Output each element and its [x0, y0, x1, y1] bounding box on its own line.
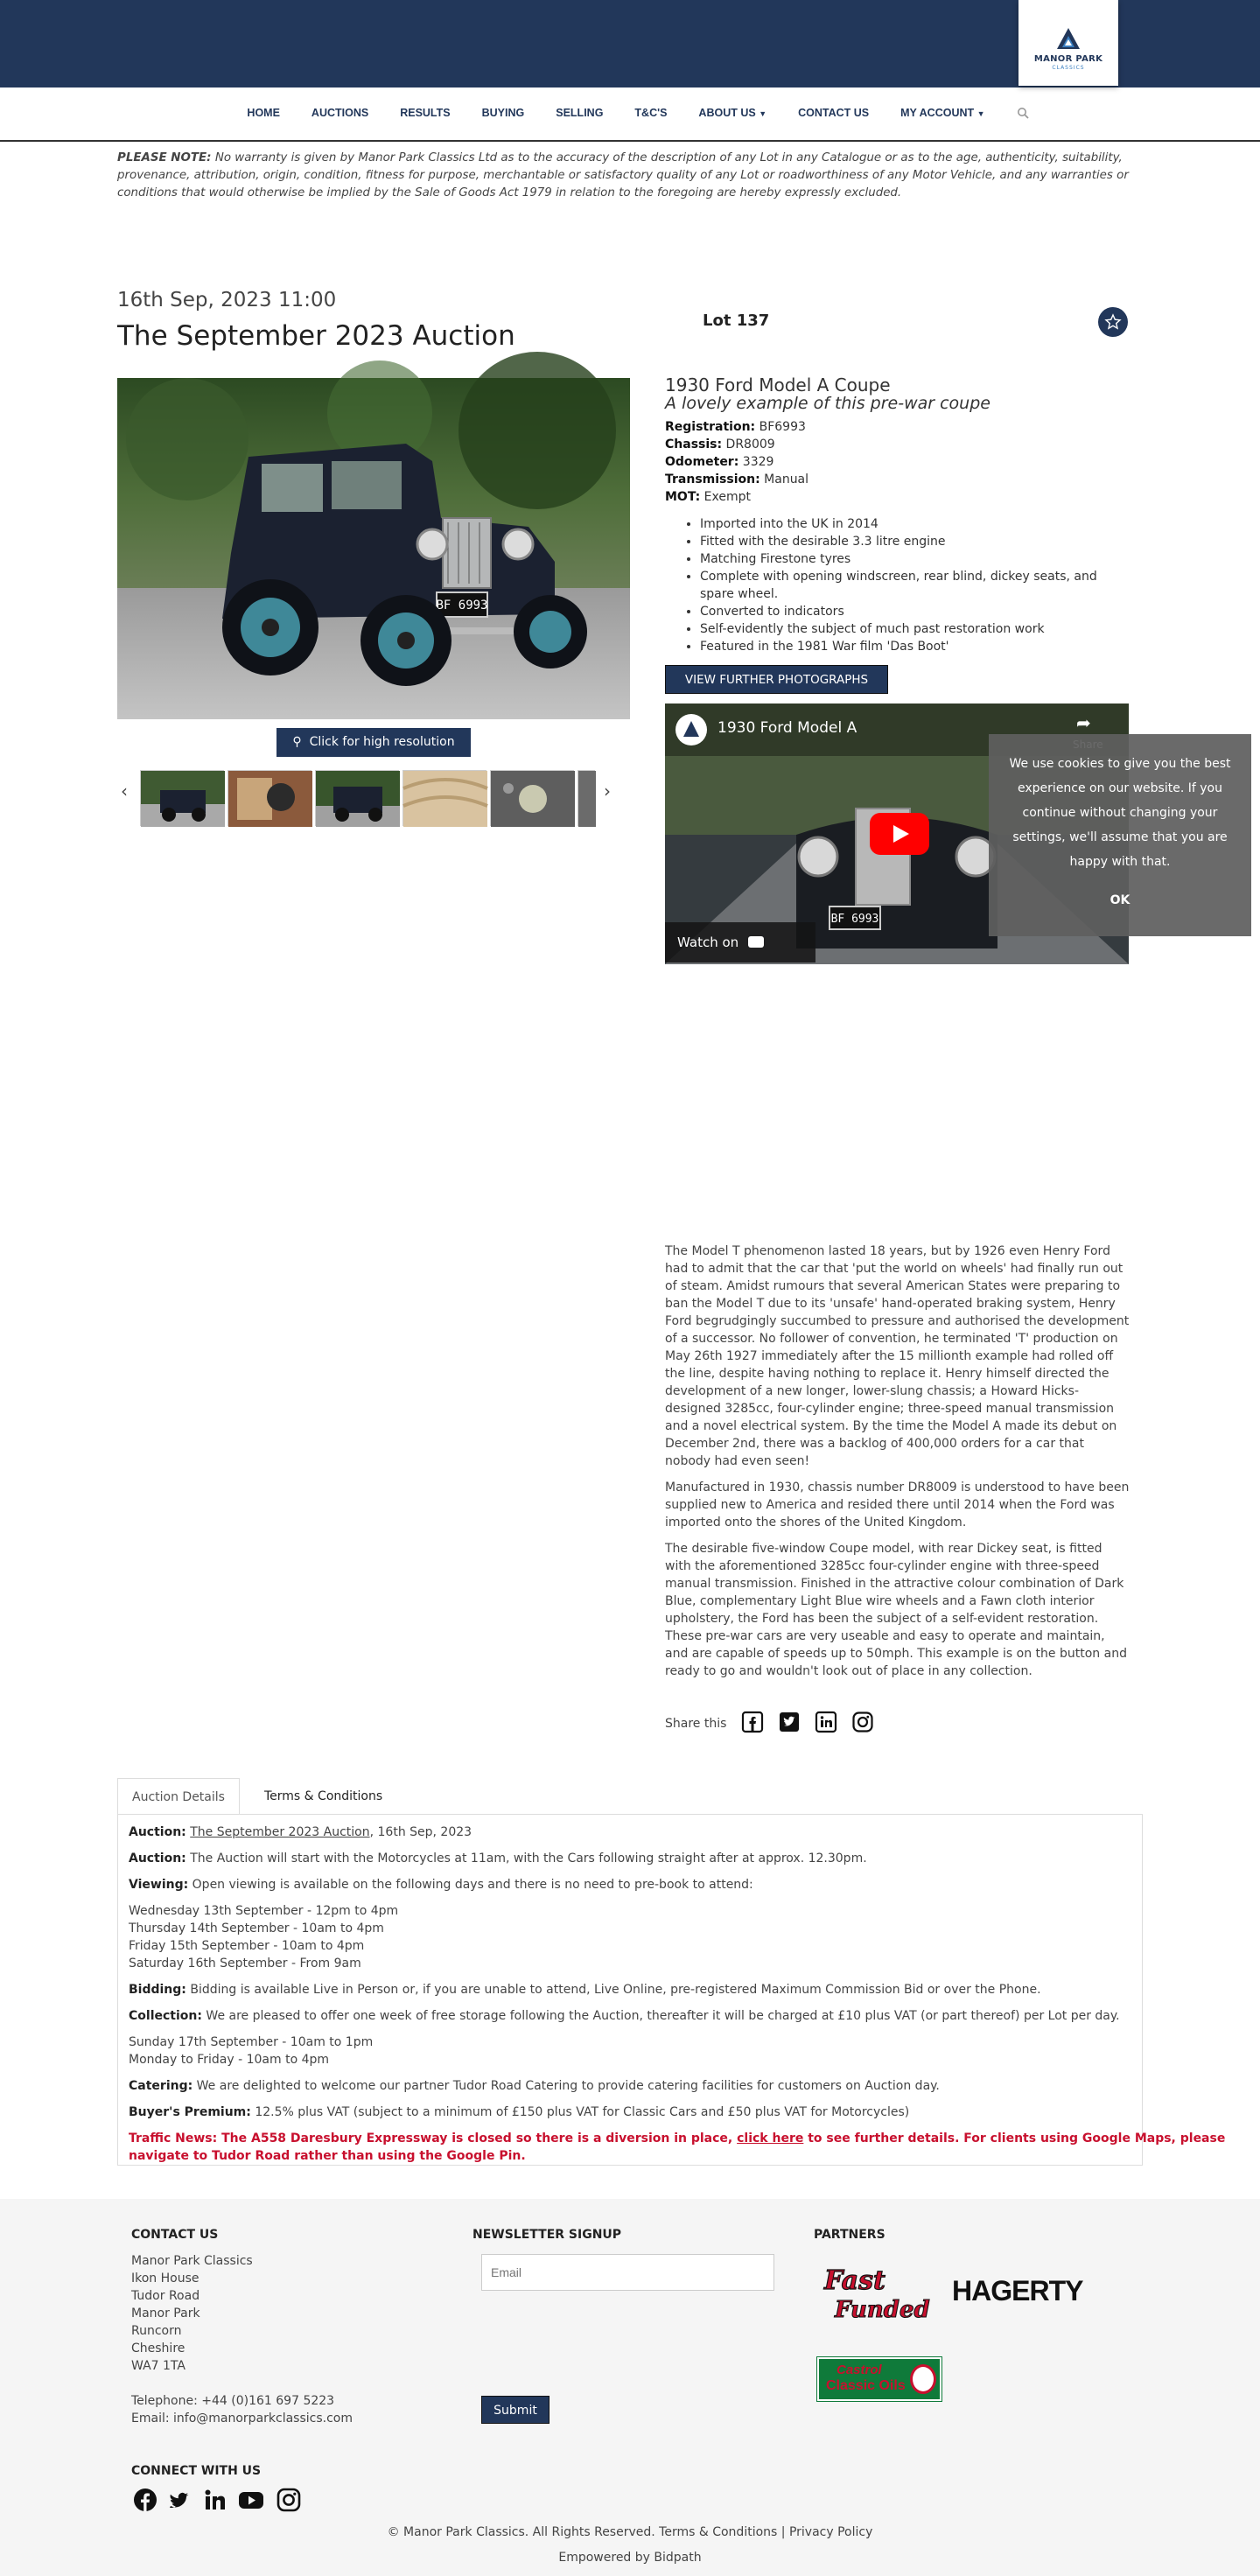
twitter-icon[interactable] — [779, 1712, 800, 1732]
main-nav — [0, 88, 1260, 142]
nav-my-account[interactable] — [900, 107, 984, 119]
auction-link[interactable]: The September 2023 Auction — [190, 1825, 370, 1839]
castrol-badge-icon — [910, 2364, 936, 2394]
share-arrow-icon[interactable]: ➦ — [1076, 712, 1091, 733]
youtube-icon[interactable] — [238, 2488, 264, 2512]
auction-date: 16th Sep, 2023 11:00 — [117, 289, 337, 312]
detail-auction: Auction: The September 2023 Auction, 16th Sep, 2023 — [129, 1825, 472, 1839]
address-line: Cheshire — [131, 2342, 186, 2356]
auction-title: The September 2023 Auction — [117, 320, 515, 352]
description-paragraph: Manufactured in 1930, chassis number DR8009 is understood to have been supplied new to America and resided there until 2014 when the Ford was imported onto the shores of the United Kingdom. — [665, 1480, 1130, 1530]
high-resolution-button[interactable] — [276, 728, 471, 757]
castrol-text: Castrol — [836, 2362, 882, 2377]
plate-text: BF 6993 — [436, 598, 488, 612]
detail-premium: Buyer's Premium: 12.5% plus VAT (subject to a minimum of £150 plus VAT for Classic Cars and £50 plus VAT for Motorcycles) — [129, 2105, 910, 2119]
detail-start: Auction: The Auction will start with the Motorcycles at 11am, with the Cars following straight after at approx. 12.30pm. — [129, 1852, 867, 1866]
thumbnail[interactable] — [578, 770, 595, 826]
address-line: Runcorn — [131, 2324, 182, 2338]
spec-transmission: Transmission: Manual — [665, 472, 809, 486]
viewing-day: Wednesday 13th September - 12pm to 4pm — [129, 1904, 399, 1918]
list-item: • Complete with opening windscreen, rear blind, dickey seats, and spare wheel. — [700, 568, 1129, 603]
share-label: Share this — [665, 1717, 727, 1731]
nav-buying[interactable]: BUYING — [481, 107, 525, 119]
list-item: • Fitted with the desirable 3.3 litre engine — [700, 533, 1129, 550]
chevron-right-icon[interactable]: › — [604, 780, 611, 802]
copyright-line: © Manor Park Classics. All Rights Reserved. Terms & Conditions | Privacy Policy — [387, 2525, 873, 2539]
address-line: Tudor Road — [131, 2289, 200, 2303]
traffic-news: Traffic News: The A558 Daresbury Expressway is closed so there is a diversion in place, click here to see further details. For clients using Google Maps, please — [129, 2132, 1226, 2146]
caret-down-icon: ▼ — [759, 109, 767, 118]
thumbnail-strip — [117, 765, 630, 826]
list-item: • Converted to indicators — [700, 603, 1129, 620]
logo-mark-icon — [676, 714, 707, 746]
instagram-icon[interactable] — [276, 2488, 301, 2512]
privacy-link[interactable]: Privacy Policy — [788, 2525, 873, 2539]
newsletter-submit-button[interactable]: Submit — [481, 2396, 550, 2424]
detail-viewing: Viewing: Open viewing is available on the following days and there is no need to pre-book to attend: — [129, 1878, 753, 1892]
chevron-left-icon[interactable]: ‹ — [121, 780, 128, 802]
site-logo[interactable] — [1018, 0, 1118, 86]
empowered-by[interactable]: Empowered by Bidpath — [558, 2551, 702, 2565]
youtube-icon — [748, 936, 764, 948]
description-paragraph: The desirable five-window Coupe model, with rear Dickey seat, is fitted with the aforementioned 3285cc four-cylinder engine with three-speed manual transmission. Finished in the attractive colour combination of Dark Blue, complementary Light Blue wire wheels and a Fawn cloth interior upholstery, the Ford has been the subject of a self-evident restoration. These pre-war cars are very useable and easy to operate and maintain, and are capable of speeds up to 50mph. This example is on the button and ready to go and wouldn't look out of place in any collection. — [665, 1542, 1127, 1678]
detail-catering: Catering: We are delighted to welcome our partner Tudor Road Catering to provide catering facilities for customers on Auction day. — [129, 2079, 940, 2093]
instagram-icon[interactable] — [852, 1712, 873, 1732]
nav-about-us[interactable] — [698, 107, 766, 119]
address-line: Manor Park Classics — [131, 2254, 253, 2268]
nav-home[interactable]: HOME — [247, 107, 280, 119]
twitter-icon[interactable] — [168, 2488, 192, 2512]
watch-on-youtube-button[interactable] — [665, 922, 816, 990]
nav-auctions[interactable]: AUCTIONS — [311, 107, 369, 119]
list-item: • Featured in the 1981 War film 'Das Boot' — [700, 638, 1129, 655]
star-icon — [1098, 307, 1128, 337]
caret-down-icon: ▼ — [976, 109, 985, 118]
svg-text:Fast: Fast — [824, 2265, 886, 2296]
traffic-news-cont: navigate to Tudor Road rather than using the Google Pin. — [129, 2149, 526, 2163]
search-icon[interactable] — [1017, 107, 1029, 119]
high-resolution-label: Click for high resolution — [309, 735, 455, 749]
youtube-label: YouTube — [677, 975, 739, 990]
car-title: 1930 Ford Model A Coupe — [665, 374, 891, 396]
car-subtitle: A lovely example of this pre-war coupe — [665, 394, 990, 413]
detail-collection: Collection: We are pleased to offer one week of free storage following the Auction, thereafter it will be charged at £10 plus VAT (or part thereof) per Lot per day. — [129, 2009, 1120, 2023]
viewing-day: Friday 15th September - 10am to 4pm — [129, 1939, 365, 1953]
list-item: • Imported into the UK in 2014 — [700, 515, 1129, 533]
thumbnail[interactable] — [402, 770, 486, 826]
partner-logo-fast-and-funded[interactable] — [821, 2256, 938, 2324]
channel-avatar[interactable] — [676, 714, 707, 746]
address-line: Manor Park — [131, 2306, 200, 2320]
notice-label: PLEASE NOTE: — [117, 151, 212, 164]
spec-chassis: Chassis: DR8009 — [665, 438, 775, 452]
watch-lot-button[interactable] — [1098, 307, 1128, 337]
list-item: • Matching Firestone tyres — [700, 550, 1129, 568]
feature-list — [700, 515, 1129, 655]
spec-mot: MOT: Exempt — [665, 490, 751, 504]
view-photos-button[interactable]: VIEW FURTHER PHOTOGRAPHS — [665, 665, 888, 694]
newsletter-email-input[interactable] — [481, 2254, 774, 2291]
search-icon: ⚲ — [292, 735, 302, 749]
footer-telephone[interactable]: Telephone: +44 (0)161 697 5223 — [131, 2394, 335, 2408]
play-button[interactable] — [870, 813, 929, 855]
logo-name: MANOR PARK — [1033, 54, 1103, 64]
main-car-photo[interactable] — [117, 378, 630, 719]
nav-contact-us[interactable]: CONTACT US — [798, 107, 870, 119]
svg-text:Funded: Funded — [835, 2297, 930, 2323]
thumbnail[interactable] — [490, 770, 574, 826]
thumbnail[interactable] — [228, 770, 312, 826]
facebook-icon[interactable] — [133, 2488, 158, 2512]
auction-details-panel — [117, 1814, 1226, 2166]
play-icon — [870, 813, 929, 855]
viewing-day: Saturday 16th September - From 9am — [129, 1956, 361, 1970]
nav-about-us-label: ABOUT US — [698, 107, 756, 119]
video-title[interactable]: 1930 Ford Model A — [718, 719, 858, 737]
nav-selling[interactable]: SELLING — [556, 107, 604, 119]
traffic-link[interactable]: click here — [737, 2132, 804, 2146]
collection-day: Monday to Friday - 10am to 4pm — [129, 2053, 330, 2067]
nav-terms[interactable]: T&C'S — [634, 107, 668, 119]
terms-link[interactable]: Terms & Conditions — [659, 2525, 778, 2539]
cookie-text: We use cookies to give you the best experience on our website. If you continue without changing your settings, we'll assume that you are happy with that. — [1009, 757, 1231, 869]
notice-text: No warranty is given by Manor Park Classics Ltd as to the accuracy of the description of any Lot in any Catalogue or as to the age, authenticity, suitability, provenance, attribution, origin, condition, fitness for purpose, merchantable or satisfactory quality of any Lot or roadworthiness of any Motor Vehicle, and any warranties or conditions that would otherwise be implied by the Sale of Goods Act 1979 in relation to the foregoing are hereby expressly excluded. — [117, 151, 1129, 200]
address-line: Ikon House — [131, 2272, 200, 2286]
spec-odometer: Odometer: 3329 — [665, 455, 774, 469]
copyright-text: © Manor Park Classics. All Rights Reserved. — [387, 2525, 655, 2539]
tab-terms-conditions[interactable]: Terms & Conditions — [264, 1789, 383, 1803]
partner-logo-hagerty[interactable]: HAGERTY — [952, 2275, 1083, 2306]
footer-partners-title: PARTNERS — [814, 2228, 886, 2242]
linkedin-icon[interactable] — [203, 2488, 228, 2512]
collection-day: Sunday 17th September - 10am to 1pm — [129, 2035, 374, 2049]
nav-my-account-label: MY ACCOUNT — [900, 107, 975, 119]
viewing-day: Thursday 14th September - 10am to 4pm — [129, 1922, 384, 1936]
footer-connect-title: CONNECT WITH US — [131, 2464, 262, 2478]
linkedin-icon[interactable] — [816, 1712, 836, 1732]
address-line: WA7 1TA — [131, 2359, 186, 2373]
lot-number: Lot 137 — [703, 312, 770, 330]
warranty-notice — [117, 150, 1143, 202]
description-paragraph: The Model T phenomenon lasted 18 years, but by 1926 even Henry Ford had to admit that the car that 'put the world on wheels' had finally run out of steam. Amidst rumours that several American States were preparing to ban the Model T due to its 'unsafe' hand-operated braking system, Henry Ford begrudgingly succumbed to pressure and authorised the development of a successor. No follower of convention, he terminated 'T' production on May 26th 1927 immediately after the 15 millionth example had rolled off the line, despite having nothing to replace it. Henry himself directed the development of a new longer, lower-slung chassis; a Howard Hicks-designed 3285cc, four-cylinder engine; three-speed manual transmission and a novel electrical system. By the time the Model A made its debut on December 2nd, there was a backlog of 400,000 orders for a car that nobody had even seen! — [665, 1244, 1130, 1468]
thumbnail[interactable] — [140, 770, 224, 826]
partner-logo-castrol[interactable] — [817, 2357, 942, 2401]
list-item: • Self-evidently the subject of much past restoration work — [700, 620, 1129, 638]
thumbnail[interactable] — [315, 770, 399, 826]
footer-contact-title: CONTACT US — [131, 2228, 219, 2242]
logo-sub: CLASSICS — [1052, 65, 1085, 71]
classic-oils-text: Classic Oils — [826, 2378, 906, 2393]
logo-mark-icon — [1056, 26, 1081, 51]
video-plate-text: BF 6993 — [830, 913, 879, 926]
spec-registration: Registration: BF6993 — [665, 420, 806, 434]
tab-auction-details[interactable]: Auction Details — [117, 1778, 240, 1815]
facebook-icon[interactable] — [742, 1712, 763, 1732]
cookie-ok-button[interactable]: OK — [1110, 893, 1130, 907]
footer-email[interactable]: Email: info@manorparkclassics.com — [131, 2412, 353, 2426]
nav-results[interactable]: RESULTS — [400, 107, 451, 119]
footer-newsletter-title: NEWSLETTER SIGNUP — [472, 2228, 622, 2242]
share-bar — [665, 1715, 726, 1729]
detail-bidding: Bidding: Bidding is available Live in Person or, if you are unable to attend, Live Online, pre-registered Maximum Commission Bid or over the Phone. — [129, 1983, 1041, 1997]
watch-on-label: Watch on — [677, 934, 739, 950]
cookie-banner — [989, 734, 1251, 936]
